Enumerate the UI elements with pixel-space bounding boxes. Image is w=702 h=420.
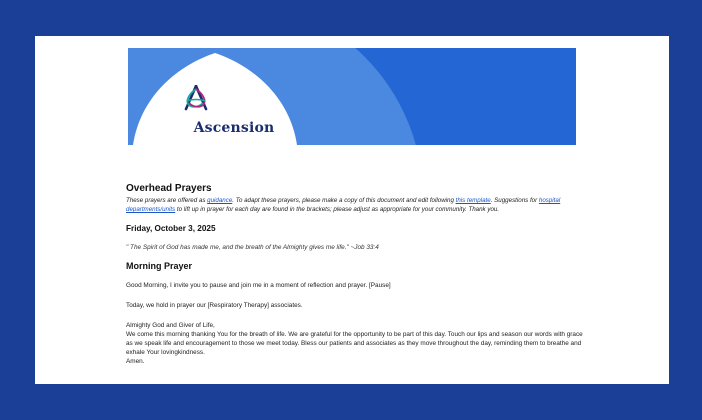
scripture-verse: " The Spirit of God has made me, and the breath of the Almighty gives me life." ~Job 33:4 (126, 244, 379, 251)
brand-name: Ascension (193, 120, 275, 136)
prayer-opening-line: Almighty God and Giver of Life, (126, 322, 215, 329)
prayer-closing-line: Amen. (126, 358, 145, 365)
ascension-logo-icon (181, 85, 211, 111)
intro-text (126, 196, 586, 214)
template-link[interactable]: this template (455, 197, 491, 204)
document-page (35, 36, 669, 384)
intro-part-4: to lift up in prayer for each day are found in the brackets; please adjust as appropriate for your community. Thank you. (175, 206, 500, 213)
prayer-date: Friday, October 3, 2025 (126, 224, 216, 233)
intro-part-1: These prayers are offered as (126, 197, 208, 204)
intro-part-2: . To adapt these prayers, please make a copy of this document and edit following (232, 197, 456, 204)
guidance-link[interactable]: guidance (207, 197, 233, 204)
hold-in-prayer-paragraph: Today, we hold in prayer our [Respiratory Therapy] associates. (126, 302, 303, 309)
prayer-paragraph (126, 321, 586, 366)
greeting-paragraph: Good Morning, I invite you to pause and join me in a moment of reflection and prayer. [Pause] (126, 282, 391, 289)
header-banner (128, 48, 576, 145)
prayer-body-text: We come this morning thanking You for the breath of life. We are grateful for the opportunity to be part of this day. Touch our lips and season our words with grace as we speak life and encouragement to those we meet today. Bless our patients and associates as they move throughout the day, reminding them to breathe and exhale Your lovingkindness. (126, 331, 583, 356)
section-title: Morning Prayer (126, 261, 193, 271)
departments-link[interactable]: hospital departments/units (126, 197, 561, 213)
document-body (126, 183, 586, 366)
document-title: Overhead Prayers (126, 183, 212, 194)
intro-part-3: . Suggestions for (490, 197, 539, 204)
